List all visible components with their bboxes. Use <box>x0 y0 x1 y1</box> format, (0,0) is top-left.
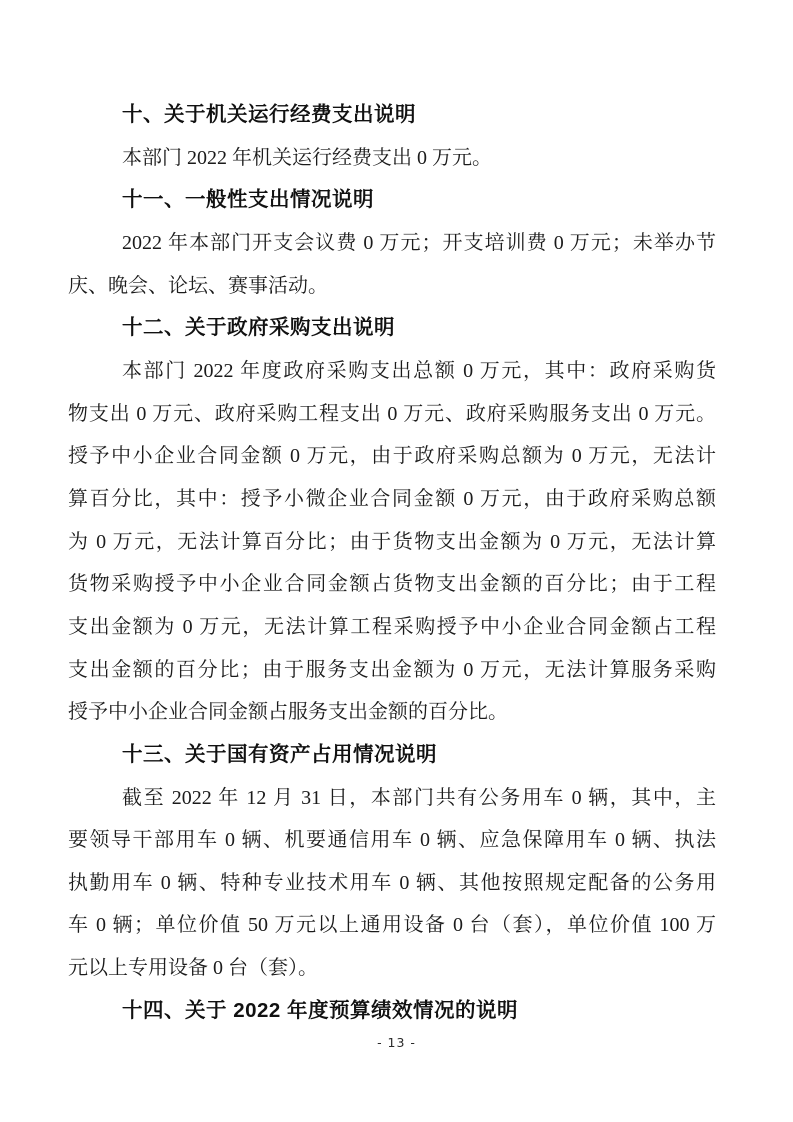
document-page <box>68 94 716 1032</box>
text-line: 为 0 万元，无法计算百分比；由于货物支出金额为 0 万元，无法计算 <box>68 530 716 553</box>
section-14-heading: 十四、关于 2022 年度预算绩效情况的说明 <box>122 998 518 1022</box>
text-line: 授予中小企业合同金额 0 万元，由于政府采购总额为 0 万元，无法计 <box>68 445 716 468</box>
text-line: 算百分比，其中：授予小微企业合同金额 0 万元，由于政府采购总额 <box>68 487 716 510</box>
text-line: 要领导干部用车 0 辆、机要通信用车 0 辆、应急保障用车 0 辆、执法 <box>68 829 716 852</box>
text-line: 本部门 2022 年机关运行经费支出 0 万元。 <box>122 146 492 169</box>
text-line: 车 0 辆；单位价值 50 万元以上通用设备 0 台（套），单位价值 100 万 <box>68 914 716 937</box>
section-12-heading: 十二、关于政府采购支出说明 <box>122 316 395 340</box>
text-line: 截至 2022 年 12 月 31 日，本部门共有公务用车 0 辆，其中，主 <box>122 786 716 809</box>
text-line: 支出金额的百分比；由于服务支出金额为 0 万元，无法计算服务采购 <box>68 658 716 681</box>
text-line: 2022 年本部门开支会议费 0 万元；开支培训费 0 万元；未举办节 <box>122 231 716 254</box>
section-11-heading: 十一、一般性支出情况说明 <box>122 188 374 212</box>
text-line: 庆、晚会、论坛、赛事活动。 <box>68 274 328 297</box>
text-line: 元以上专用设备 0 台（套）。 <box>68 957 318 980</box>
section-13-heading: 十三、关于国有资产占用情况说明 <box>122 742 437 766</box>
text-line: 货物采购授予中小企业合同金额占货物支出金额的百分比；由于工程 <box>68 573 716 596</box>
text-line: 支出金额为 0 万元，无法计算工程采购授予中小企业合同金额占工程 <box>68 615 716 638</box>
text-line: 执勤用车 0 辆、特种专业技术用车 0 辆、其他按照规定配备的公务用 <box>68 871 716 894</box>
text-line: 物支出 0 万元、政府采购工程支出 0 万元、政府采购服务支出 0 万元。 <box>68 402 716 425</box>
page-number: - 13 - <box>377 1035 416 1050</box>
text-line: 授予中小企业合同金额占服务支出金额的百分比。 <box>68 701 508 724</box>
section-10-heading: 十、关于机关运行经费支出说明 <box>122 103 416 126</box>
text-line: 本部门 2022 年度政府采购支出总额 0 万元，其中：政府采购货 <box>122 359 716 382</box>
